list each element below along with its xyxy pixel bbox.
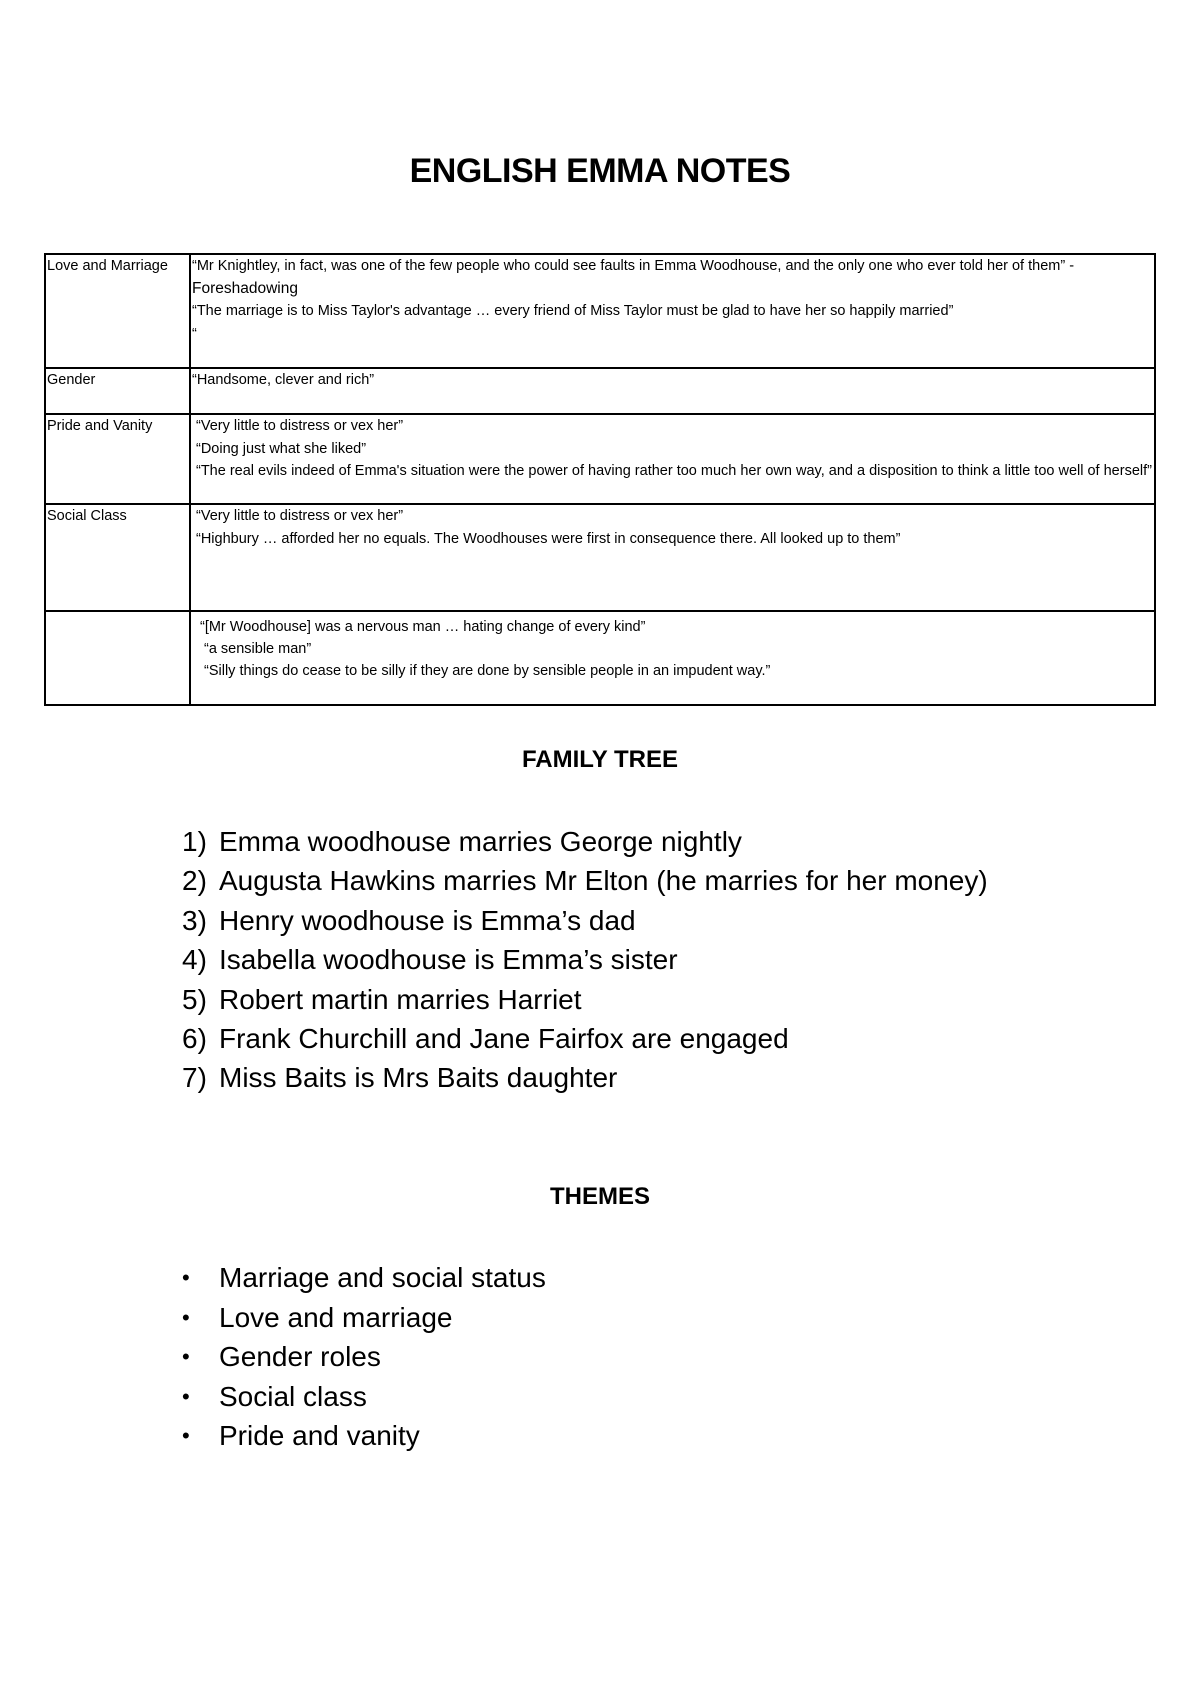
quotes-cell: [190, 611, 1155, 705]
quote: “a sensible man”: [204, 640, 312, 657]
theme-cell: [45, 254, 190, 368]
list-number: 3): [182, 904, 207, 936]
theme-label: Pride and Vanity: [47, 418, 153, 434]
list-number: 7): [182, 1062, 207, 1094]
quote: “Highbury … afforded her no equals. The Woodhouses were first in consequence there. All looked up to them”: [196, 530, 901, 547]
bullet-icon: •: [182, 1265, 190, 1290]
quotes-cell: [190, 254, 1155, 368]
list-item: [182, 980, 988, 1019]
list-number: 4): [182, 944, 207, 976]
theme-cell: [45, 611, 190, 705]
list-item-text: Marriage and social status: [219, 1262, 546, 1293]
quote: “[Mr Woodhouse] was a nervous man … hating change of every kind”: [200, 619, 646, 635]
quote: “Mr Knightley, in fact, was one of the few people who could see faults in Emma Woodhouse, and the only one who ever told her of them” - Foreshadowing: [192, 258, 1075, 297]
list-item-text: Gender roles: [219, 1341, 381, 1373]
quote: “Doing just what she liked”: [196, 440, 367, 457]
quote: “The real evils indeed of Emma's situation were the power of having rather too much her own way, and a disposition to think a little too well of herself”: [196, 463, 1152, 479]
list-item: [182, 901, 988, 940]
table-row: [45, 254, 1155, 368]
table-row: [45, 504, 1155, 611]
quote: “Silly things do cease to be silly if they are done by sensible people in an impudent way.”: [204, 662, 771, 679]
list-item-text: Isabella woodhouse is Emma’s sister: [219, 944, 678, 976]
quote: “Very little to distress or vex her”: [196, 418, 404, 434]
quote: “Very little to distress or vex her”: [196, 508, 404, 524]
list-item: [182, 1019, 988, 1058]
list-item: [182, 1058, 988, 1097]
list-item: [182, 1298, 546, 1338]
table-row: [45, 611, 1155, 705]
list-number: 1): [182, 826, 207, 857]
list-item: [182, 822, 988, 861]
theme-cell: [45, 414, 190, 504]
quote: “The marriage is to Miss Taylor's advantage … every friend of Miss Taylor must be glad to have her so happily married”: [192, 303, 954, 319]
list-item-text: Augusta Hawkins marries Mr Elton (he marries for her money): [219, 865, 988, 897]
quotes-cell: [190, 414, 1155, 504]
quote: “Handsome, clever and rich”: [192, 372, 375, 388]
table-row: [45, 368, 1155, 414]
list-item: [182, 861, 988, 900]
bullet-icon: •: [182, 1304, 190, 1330]
list-item-text: Miss Baits is Mrs Baits daughter: [219, 1062, 618, 1094]
themes-list: [182, 1258, 546, 1456]
list-item-text: Frank Churchill and Jane Fairfox are engaged: [219, 1023, 789, 1055]
list-item: [182, 940, 988, 979]
list-item: [182, 1258, 546, 1298]
list-number: 5): [182, 983, 207, 1015]
theme-label: Gender: [47, 372, 96, 388]
theme-cell: [45, 368, 190, 414]
list-number: 6): [182, 1023, 207, 1055]
bullet-icon: •: [182, 1423, 190, 1449]
list-item: [182, 1377, 546, 1417]
list-number: 2): [182, 865, 207, 897]
theme-cell: [45, 504, 190, 611]
list-item-text: Henry woodhouse is Emma’s dad: [219, 904, 636, 936]
family-tree-heading: FAMILY TREE: [521, 746, 679, 773]
family-tree-list: [182, 822, 988, 1098]
theme-label: Love and Marriage: [47, 258, 168, 274]
list-item-text: Emma woodhouse marries George nightly: [219, 826, 742, 857]
notes-table: [44, 253, 1156, 706]
theme-label: Social Class: [47, 508, 127, 524]
quotes-cell: [190, 368, 1155, 414]
themes-heading: THEMES: [549, 1183, 650, 1210]
list-item-text: Social class: [219, 1380, 367, 1412]
list-item: [182, 1416, 546, 1456]
quotes-cell: [190, 504, 1155, 611]
table-row: [45, 414, 1155, 504]
bullet-icon: •: [182, 1383, 190, 1409]
list-item-text: Love and marriage: [219, 1301, 453, 1333]
bullet-icon: •: [182, 1344, 190, 1370]
list-item-text: Robert martin marries Harriet: [219, 983, 582, 1015]
document-title: ENGLISH EMMA NOTES: [409, 152, 791, 190]
annotation-note: Foreshadowing: [192, 279, 298, 297]
list-item-text: Pride and vanity: [219, 1420, 420, 1452]
list-item: [182, 1337, 546, 1377]
quote: “: [192, 325, 197, 342]
